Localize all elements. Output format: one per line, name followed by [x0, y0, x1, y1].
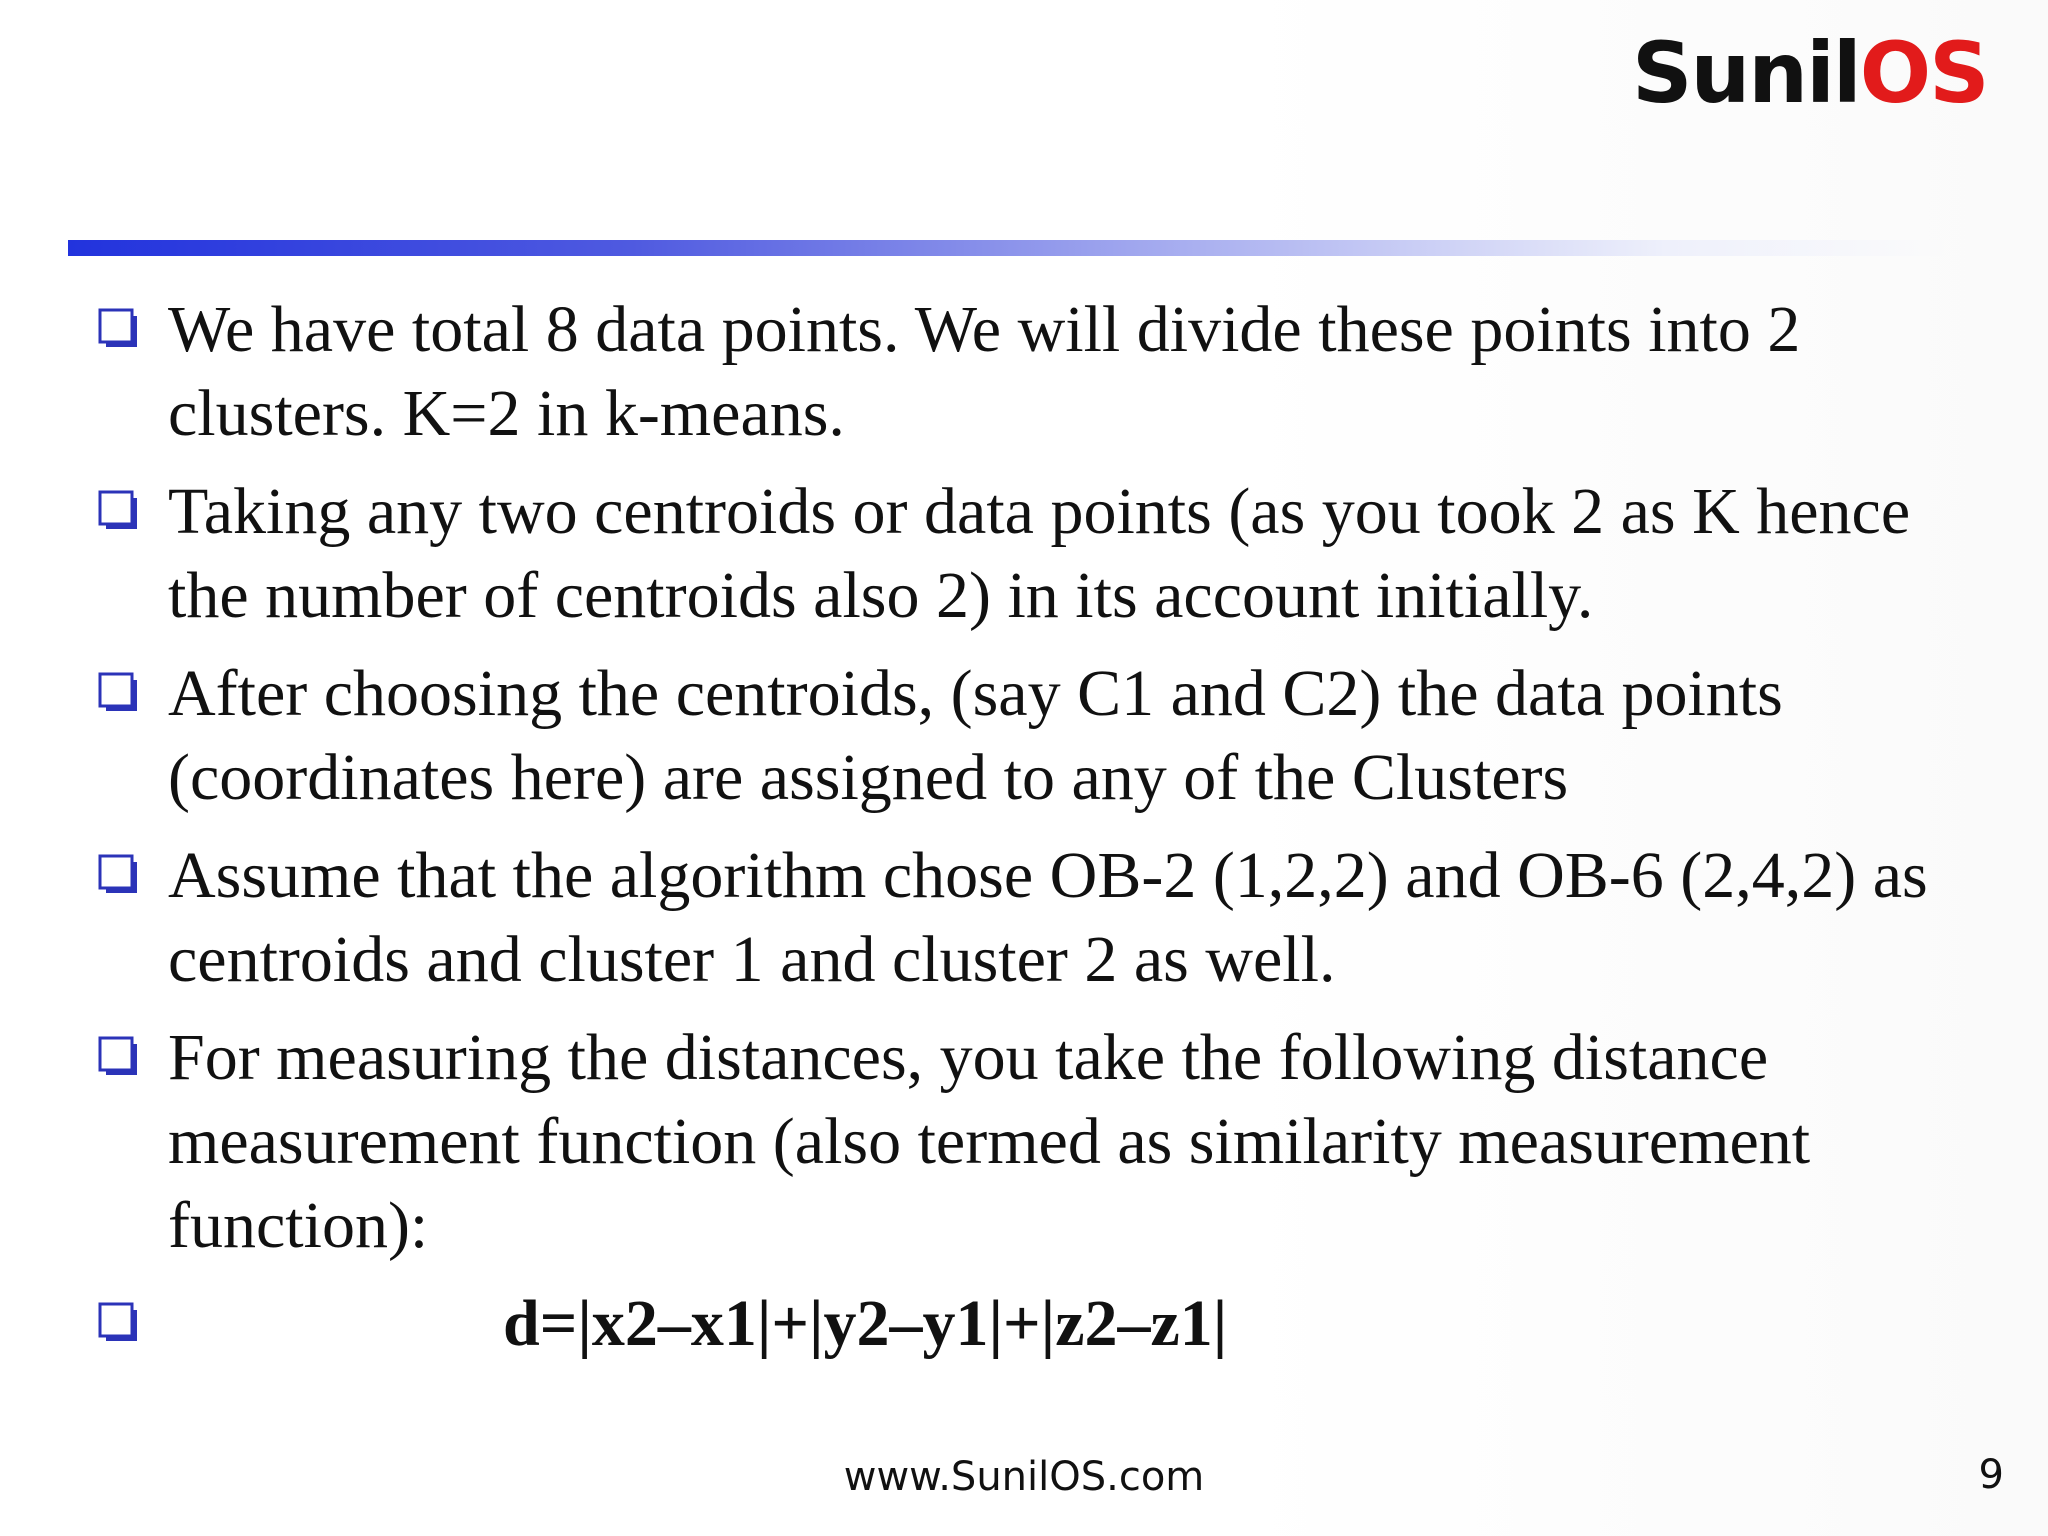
- logo-text-sunil: Sunil: [1632, 24, 1860, 122]
- bullet-item: [92, 652, 1972, 820]
- checkbox-square-icon: [98, 490, 138, 530]
- formula-bullet-item: [92, 1282, 1972, 1366]
- distance-formula: d=|x2–x1|+|y2–y1|+|z2–z1|: [503, 1287, 1228, 1360]
- svg-text:SunilOS: [1632, 24, 1988, 122]
- bullet-item: [92, 470, 1972, 638]
- bullet-text: We have total 8 data points. We will divide these points into 2 clusters. K=2 in k-means.: [168, 293, 1801, 450]
- checkbox-square-icon: [98, 1036, 138, 1076]
- footer-url: www.SunilOS.com: [843, 1454, 1205, 1500]
- title-underline-bar: [68, 240, 1948, 256]
- sunilos-logo: [1632, 22, 2012, 122]
- bullet-text: Assume that the algorithm chose OB-2 (1,2,2) and OB-6 (2,4,2) as centroids and cluster 1 and cluster 2 as well.: [168, 839, 1928, 996]
- checkbox-square-icon: [98, 854, 138, 894]
- bullet-text: Taking any two centroids or data points (as you took 2 as K hence the number of centroids also 2) in its account initially.: [168, 475, 1911, 632]
- page-number: 9: [1978, 1452, 2004, 1498]
- bullet-item: [92, 834, 1972, 1002]
- checkbox-square-icon: [98, 1302, 138, 1342]
- checkbox-square-icon: [98, 308, 138, 348]
- checkbox-square-icon: [98, 672, 138, 712]
- bullet-item: [92, 288, 1972, 456]
- logo-text-os: OS: [1859, 24, 1988, 122]
- bullet-text: After choosing the centroids, (say C1 and C2) the data points (coordinates here) are assigned to any of the Clusters: [168, 657, 1783, 814]
- bullet-item: [92, 1016, 1972, 1268]
- bullet-list: [92, 288, 1972, 1380]
- bullet-text: For measuring the distances, you take the following distance measurement function (also termed as similarity measurement function):: [168, 1021, 1811, 1262]
